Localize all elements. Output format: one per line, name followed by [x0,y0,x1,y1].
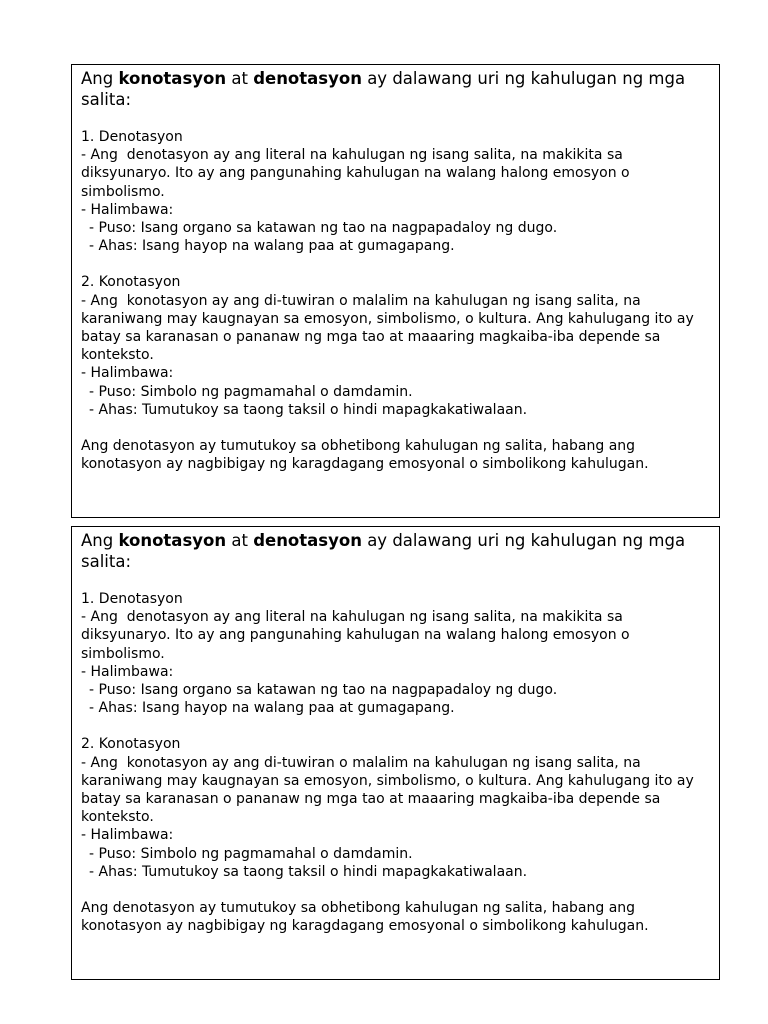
denotation-description: - Ang denotasyon ay ang literal na kahulugan ng isang salita, na makikita sa diksyunaryo. Ito ay ang pangunahing kahulugan na walang halong emosyon o simbolismo. [81,147,635,200]
heading-term-konotasyon: konotasyon [118,69,227,88]
heading-colon: : [125,552,132,571]
heading-connector: at [226,69,254,88]
heading-term-konotasyon: konotasyon [118,531,227,550]
heading-suffix: ay dalawang uri ng kahulugan ng mga salita [81,69,686,109]
denotation-example-ahas: - Ahas: Isang hayop na walang paa at gumagapang. [89,238,455,255]
heading-prefix: Ang [81,531,119,550]
heading-term-denotasyon: denotasyon [253,69,362,88]
connotation-section [81,273,710,419]
text-box-2 [71,526,720,980]
heading-term-denotasyon: denotasyon [253,531,362,550]
denotation-example-ahas: - Ahas: Isang hayop na walang paa at gumagapang. [89,700,455,717]
connotation-example-ahas: - Ahas: Tumutukoy sa taong taksil o hindi mapagkakatiwalaan. [89,863,528,880]
connotation-examples-label: - Halimbawa: [81,827,174,844]
denotation-description: - Ang denotasyon ay ang literal na kahulugan ng isang salita, na makikita sa diksyunaryo. Ito ay ang pangunahing kahulugan na walang halong emosyon o simbolismo. [81,609,635,662]
denotation-examples-label: - Halimbawa: [81,201,174,218]
connotation-example-puso: - Puso: Simbolo ng pagmamahal o damdamin. [89,383,413,400]
heading-suffix: ay dalawang uri ng kahulugan ng mga salita [81,531,686,571]
box-heading [81,68,710,110]
connotation-description: - Ang konotasyon ay ang di-tuwiran o malalim na kahulugan ng isang salita, na karaniwang may kaugnayan sa emosyon, simbolismo, o kultura. Ang kahulugang ito ay batay sa karanasan o pananaw ng mga tao at maaaring magkaiba-iba depende sa konteksto. [81,754,699,826]
conclusion-paragraph: Ang denotasyon ay tumutukoy sa obhetibong kahulugan ng salita, habang ang konotasyon ay nagbibigay ng karagdagang emosyonal o simbolikong kahulugan. [81,438,649,473]
text-box-1 [71,64,720,518]
denotation-title: 1. Denotasyon [81,591,183,607]
connotation-section [81,735,710,881]
denotation-example-puso: - Puso: Isang organo sa katawan ng tao na nagpapadaloy ng dugo. [89,220,558,237]
conclusion-paragraph: Ang denotasyon ay tumutukoy sa obhetibong kahulugan ng salita, habang ang konotasyon ay nagbibigay ng karagdagang emosyonal o simbolikong kahulugan. [81,900,649,935]
box-heading [81,530,710,572]
denotation-title: 1. Denotasyon [81,129,183,145]
connotation-example-ahas: - Ahas: Tumutukoy sa taong taksil o hindi mapagkakatiwalaan. [89,401,528,418]
denotation-section [81,590,710,717]
denotation-examples-label: - Halimbawa: [81,663,174,680]
connotation-title: 2. Konotasyon [81,736,181,753]
connotation-examples-label: - Halimbawa: [81,365,174,382]
heading-colon: : [125,90,132,109]
denotation-section [81,128,710,255]
connotation-description: - Ang konotasyon ay ang di-tuwiran o malalim na kahulugan ng isang salita, na karaniwang may kaugnayan sa emosyon, simbolismo, o kultura. Ang kahulugang ito ay batay sa karanasan o pananaw ng mga tao at maaaring magkaiba-iba depende sa konteksto. [81,292,699,364]
denotation-example-puso: - Puso: Isang organo sa katawan ng tao na nagpapadaloy ng dugo. [89,682,558,699]
heading-prefix: Ang [81,69,119,88]
heading-connector: at [226,531,254,550]
connotation-title: 2. Konotasyon [81,274,181,291]
connotation-example-puso: - Puso: Simbolo ng pagmamahal o damdamin. [89,845,413,862]
